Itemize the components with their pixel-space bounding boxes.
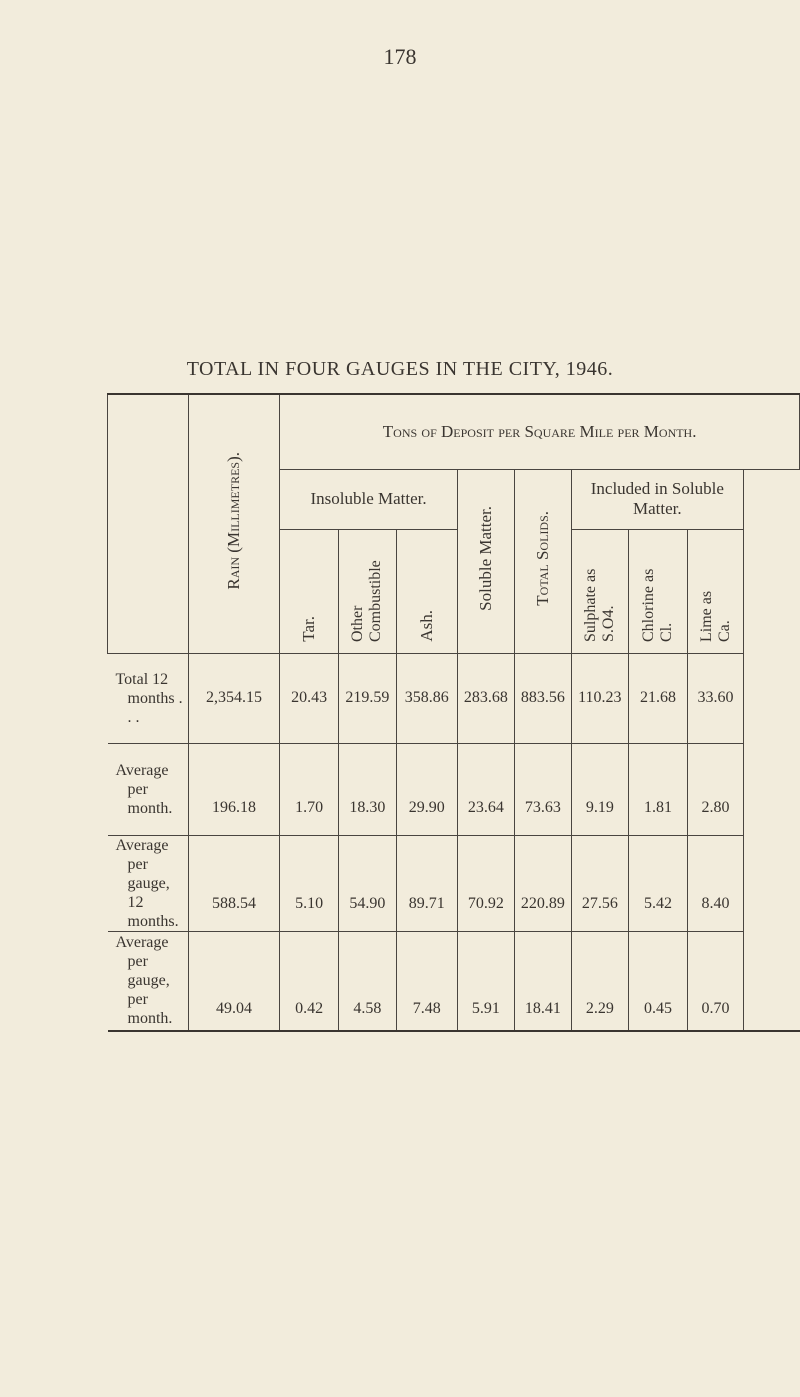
total-solids-header <box>514 469 571 653</box>
table-cell: 358.86 <box>396 653 457 743</box>
row-label <box>108 743 189 835</box>
table-cell: 21.68 <box>628 653 687 743</box>
table-cell: 5.10 <box>280 835 339 931</box>
table-cell: 220.89 <box>514 835 571 931</box>
table-cell: 18.41 <box>514 931 571 1031</box>
row-label-line: per gauge, <box>127 855 170 892</box>
table-row <box>108 653 800 743</box>
chlorine-header-text: Chlorine as Cl. <box>640 568 676 642</box>
table-cell: 0.70 <box>688 931 743 1031</box>
table-cell: 2.80 <box>688 743 743 835</box>
row-label-line: Average <box>115 836 169 854</box>
table-cell: 73.63 <box>514 743 571 835</box>
table-cell: 2.29 <box>571 931 628 1031</box>
row-label-line: months . . . <box>127 689 183 726</box>
insoluble-group-header: Insoluble Matter. <box>280 469 458 529</box>
row-label-line: per month. <box>127 991 173 1028</box>
table-cell: 2,354.15 <box>188 653 280 743</box>
table-cell: 70.92 <box>457 835 514 931</box>
tons-group-header: Tons of Deposit per Square Mile per Month. <box>280 394 800 469</box>
row-label-line: Total 12 <box>115 670 169 688</box>
table-cell: 110.23 <box>571 653 628 743</box>
lime-header-text: Lime as Ca. <box>697 590 733 642</box>
lime-header <box>688 529 743 653</box>
ash-header <box>396 529 457 653</box>
table-cell: 883.56 <box>514 653 571 743</box>
row-label-line: 12 months. <box>127 893 179 930</box>
chlorine-header <box>628 529 687 653</box>
sulphate-header-text: Sulphate as S.O4. <box>581 568 617 642</box>
row-label <box>108 653 189 743</box>
rain-header <box>188 394 280 653</box>
rain-header-text: Rain (Millimetres). <box>224 452 243 591</box>
page-number: 178 <box>383 44 417 69</box>
table-cell: 9.19 <box>571 743 628 835</box>
table-cell: 20.43 <box>280 653 339 743</box>
table-cell: 33.60 <box>688 653 743 743</box>
table-title: TOTAL IN FOUR GAUGES IN THE CITY, 1946. <box>186 358 614 380</box>
soluble-header <box>457 469 514 653</box>
table-row <box>108 931 800 1031</box>
table-cell: 588.54 <box>188 835 280 931</box>
table-cell: 27.56 <box>571 835 628 931</box>
table-cell: 23.64 <box>457 743 514 835</box>
other-combustible-header-text: Other Combustible <box>349 559 385 642</box>
table-cell: 283.68 <box>457 653 514 743</box>
ash-header-text: Ash. <box>416 609 436 642</box>
table-cell: 0.45 <box>628 931 687 1031</box>
tar-header-text: Tar. <box>299 615 319 642</box>
tar-header <box>280 529 339 653</box>
table-cell: 7.48 <box>396 931 457 1031</box>
other-combustible-header <box>338 529 396 653</box>
table-cell: 89.71 <box>396 835 457 931</box>
table-cell: 29.90 <box>396 743 457 835</box>
table-cell: 18.30 <box>338 743 396 835</box>
included-group-header: Included in Soluble Matter. <box>571 469 743 529</box>
stub-header <box>108 394 189 653</box>
soluble-header-text: Soluble Matter. <box>475 506 495 611</box>
row-label-line: per month. <box>127 780 173 817</box>
table-cell: 1.81 <box>628 743 687 835</box>
row-label <box>108 835 189 931</box>
row-label <box>108 931 189 1031</box>
table-row <box>108 743 800 835</box>
table-cell: 5.91 <box>457 931 514 1031</box>
table-cell: 54.90 <box>338 835 396 931</box>
row-label-line: Average <box>115 761 169 779</box>
row-label-line: Average <box>115 934 169 952</box>
deposit-table <box>107 393 800 1032</box>
table-cell: 219.59 <box>338 653 396 743</box>
table-row <box>108 835 800 931</box>
table-cell: 8.40 <box>688 835 743 931</box>
sulphate-header <box>571 529 628 653</box>
table-cell: 5.42 <box>628 835 687 931</box>
row-label-line: per gauge, <box>127 953 170 990</box>
table-cell: 196.18 <box>188 743 280 835</box>
table-cell: 4.58 <box>338 931 396 1031</box>
table-cell: 49.04 <box>188 931 280 1031</box>
total-solids-header-text: Total Solids. <box>532 511 552 606</box>
table-cell: 1.70 <box>280 743 339 835</box>
table-cell: 0.42 <box>280 931 339 1031</box>
